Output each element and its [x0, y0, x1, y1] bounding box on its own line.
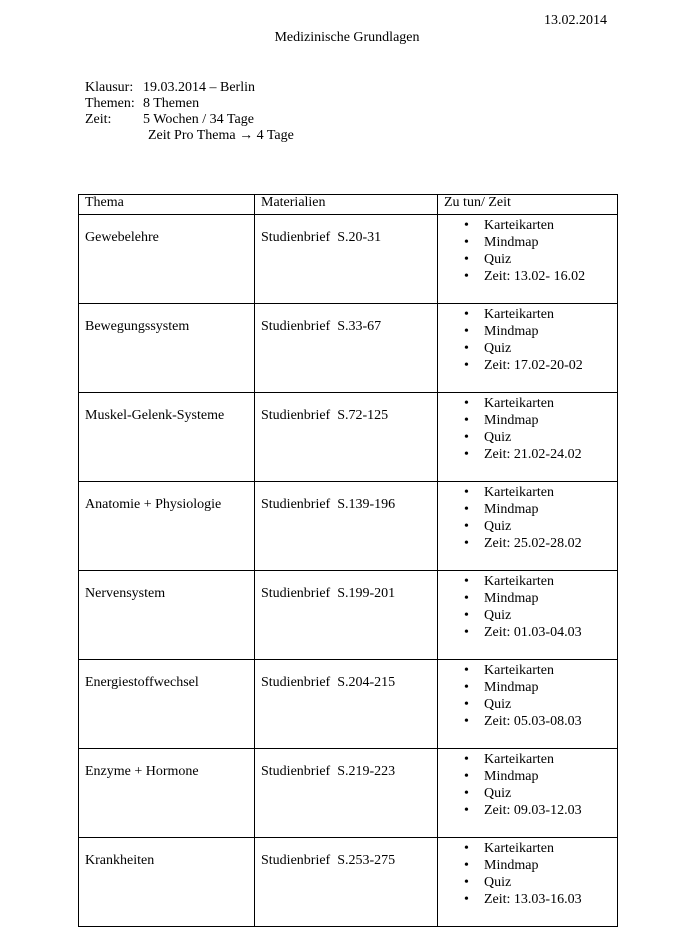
table-row: [79, 571, 618, 660]
todo-item: • Karteikarten: [484, 217, 615, 234]
todo-list: [438, 840, 615, 908]
todo-item: • Quiz: [484, 785, 615, 802]
exam-info-block: [85, 80, 694, 144]
info-value: Zeit Pro Thema → 4 Tage: [148, 128, 294, 143]
todo-list: [438, 484, 615, 552]
thema-cell: Energiestoffwechsel: [79, 660, 255, 749]
thema-cell: Bewegungssystem: [79, 304, 255, 393]
info-label: Klausur:: [85, 80, 134, 95]
todo-item: • Quiz: [484, 696, 615, 713]
materialien-cell: Studienbrief S.20-31: [255, 215, 438, 304]
info-row-zeit-pro-thema: [85, 128, 694, 144]
study-plan-table: [78, 194, 618, 927]
materialien-cell: Studienbrief S.72-125: [255, 393, 438, 482]
todo-item: • Mindmap: [484, 857, 615, 874]
todo-item: • Mindmap: [484, 768, 615, 785]
todo-cell: [438, 482, 618, 571]
thema-cell: Nervensystem: [79, 571, 255, 660]
materialien-cell: Studienbrief S.219-223: [255, 749, 438, 838]
todo-item: • Mindmap: [484, 234, 615, 251]
info-label: [85, 128, 143, 144]
todo-item: • Mindmap: [484, 590, 615, 607]
todo-cell: [438, 304, 618, 393]
todo-item: • Karteikarten: [484, 751, 615, 768]
todo-item: • Quiz: [484, 340, 615, 357]
todo-item: • Mindmap: [484, 323, 615, 340]
materialien-cell: Studienbrief S.139-196: [255, 482, 438, 571]
thema-cell: Enzyme + Hormone: [79, 749, 255, 838]
todo-item: • Mindmap: [484, 679, 615, 696]
table-row: [79, 660, 618, 749]
todo-cell: [438, 215, 618, 304]
thema-cell: Gewebelehre: [79, 215, 255, 304]
thema-cell: Anatomie + Physiologie: [79, 482, 255, 571]
info-label: Themen:: [85, 96, 135, 111]
todo-item: • Karteikarten: [484, 484, 615, 501]
column-header-thema: Thema: [79, 195, 255, 215]
todo-item: • Quiz: [484, 607, 615, 624]
materialien-cell: Studienbrief S.33-67: [255, 304, 438, 393]
table-row: [79, 393, 618, 482]
todo-item: • Karteikarten: [484, 395, 615, 412]
todo-item: • Zeit: 21.02-24.02: [484, 446, 615, 463]
todo-cell: [438, 571, 618, 660]
document-date: 13.02.2014: [544, 13, 607, 28]
todo-item: • Zeit: 13.03-16.03: [484, 891, 615, 908]
info-value: 19.03.2014 – Berlin: [143, 80, 255, 95]
todo-item: • Zeit: 01.03-04.03: [484, 624, 615, 641]
page-title: Medizinische Grundlagen: [274, 30, 420, 45]
column-header-zu-tun-zeit: Zu tun/ Zeit: [438, 195, 618, 215]
todo-item: • Mindmap: [484, 412, 615, 429]
todo-list: [438, 306, 615, 374]
thema-cell: Muskel-Gelenk-Systeme: [79, 393, 255, 482]
table-row: [79, 482, 618, 571]
todo-item: • Zeit: 05.03-08.03: [484, 713, 615, 730]
todo-list: [438, 751, 615, 819]
todo-item: • Quiz: [484, 429, 615, 446]
info-label: Zeit:: [85, 112, 112, 127]
todo-cell: [438, 749, 618, 838]
todo-item: • Zeit: 09.03-12.03: [484, 802, 615, 819]
info-row-zeit: [85, 112, 694, 128]
todo-item: • Zeit: 25.02-28.02: [484, 535, 615, 552]
todo-item: • Zeit: 13.02- 16.02: [484, 268, 615, 285]
info-value: 8 Themen: [143, 96, 200, 111]
table-row: [79, 749, 618, 838]
column-header-materialien: Materialien: [255, 195, 438, 215]
info-row-klausur: [85, 80, 694, 96]
todo-item: • Quiz: [484, 518, 615, 535]
materialien-cell: Studienbrief S.204-215: [255, 660, 438, 749]
materialien-cell: Studienbrief S.199-201: [255, 571, 438, 660]
todo-item: • Karteikarten: [484, 840, 615, 857]
table-row: [79, 215, 618, 304]
todo-item: • Karteikarten: [484, 662, 615, 679]
table-header-row: [79, 195, 618, 215]
info-row-themen: [85, 96, 694, 112]
todo-list: [438, 573, 615, 641]
table-row: [79, 838, 618, 927]
todo-list: [438, 662, 615, 730]
thema-cell: Krankheiten: [79, 838, 255, 927]
todo-item: • Mindmap: [484, 501, 615, 518]
todo-list: [438, 395, 615, 463]
info-value: 5 Wochen / 34 Tage: [143, 112, 254, 127]
todo-cell: [438, 838, 618, 927]
todo-cell: [438, 393, 618, 482]
todo-item: • Quiz: [484, 874, 615, 891]
materialien-cell: Studienbrief S.253-275: [255, 838, 438, 927]
todo-item: • Karteikarten: [484, 306, 615, 323]
todo-item: • Karteikarten: [484, 573, 615, 590]
todo-item: • Quiz: [484, 251, 615, 268]
todo-list: [438, 217, 615, 285]
table-row: [79, 304, 618, 393]
todo-item: • Zeit: 17.02-20-02: [484, 357, 615, 374]
todo-cell: [438, 660, 618, 749]
